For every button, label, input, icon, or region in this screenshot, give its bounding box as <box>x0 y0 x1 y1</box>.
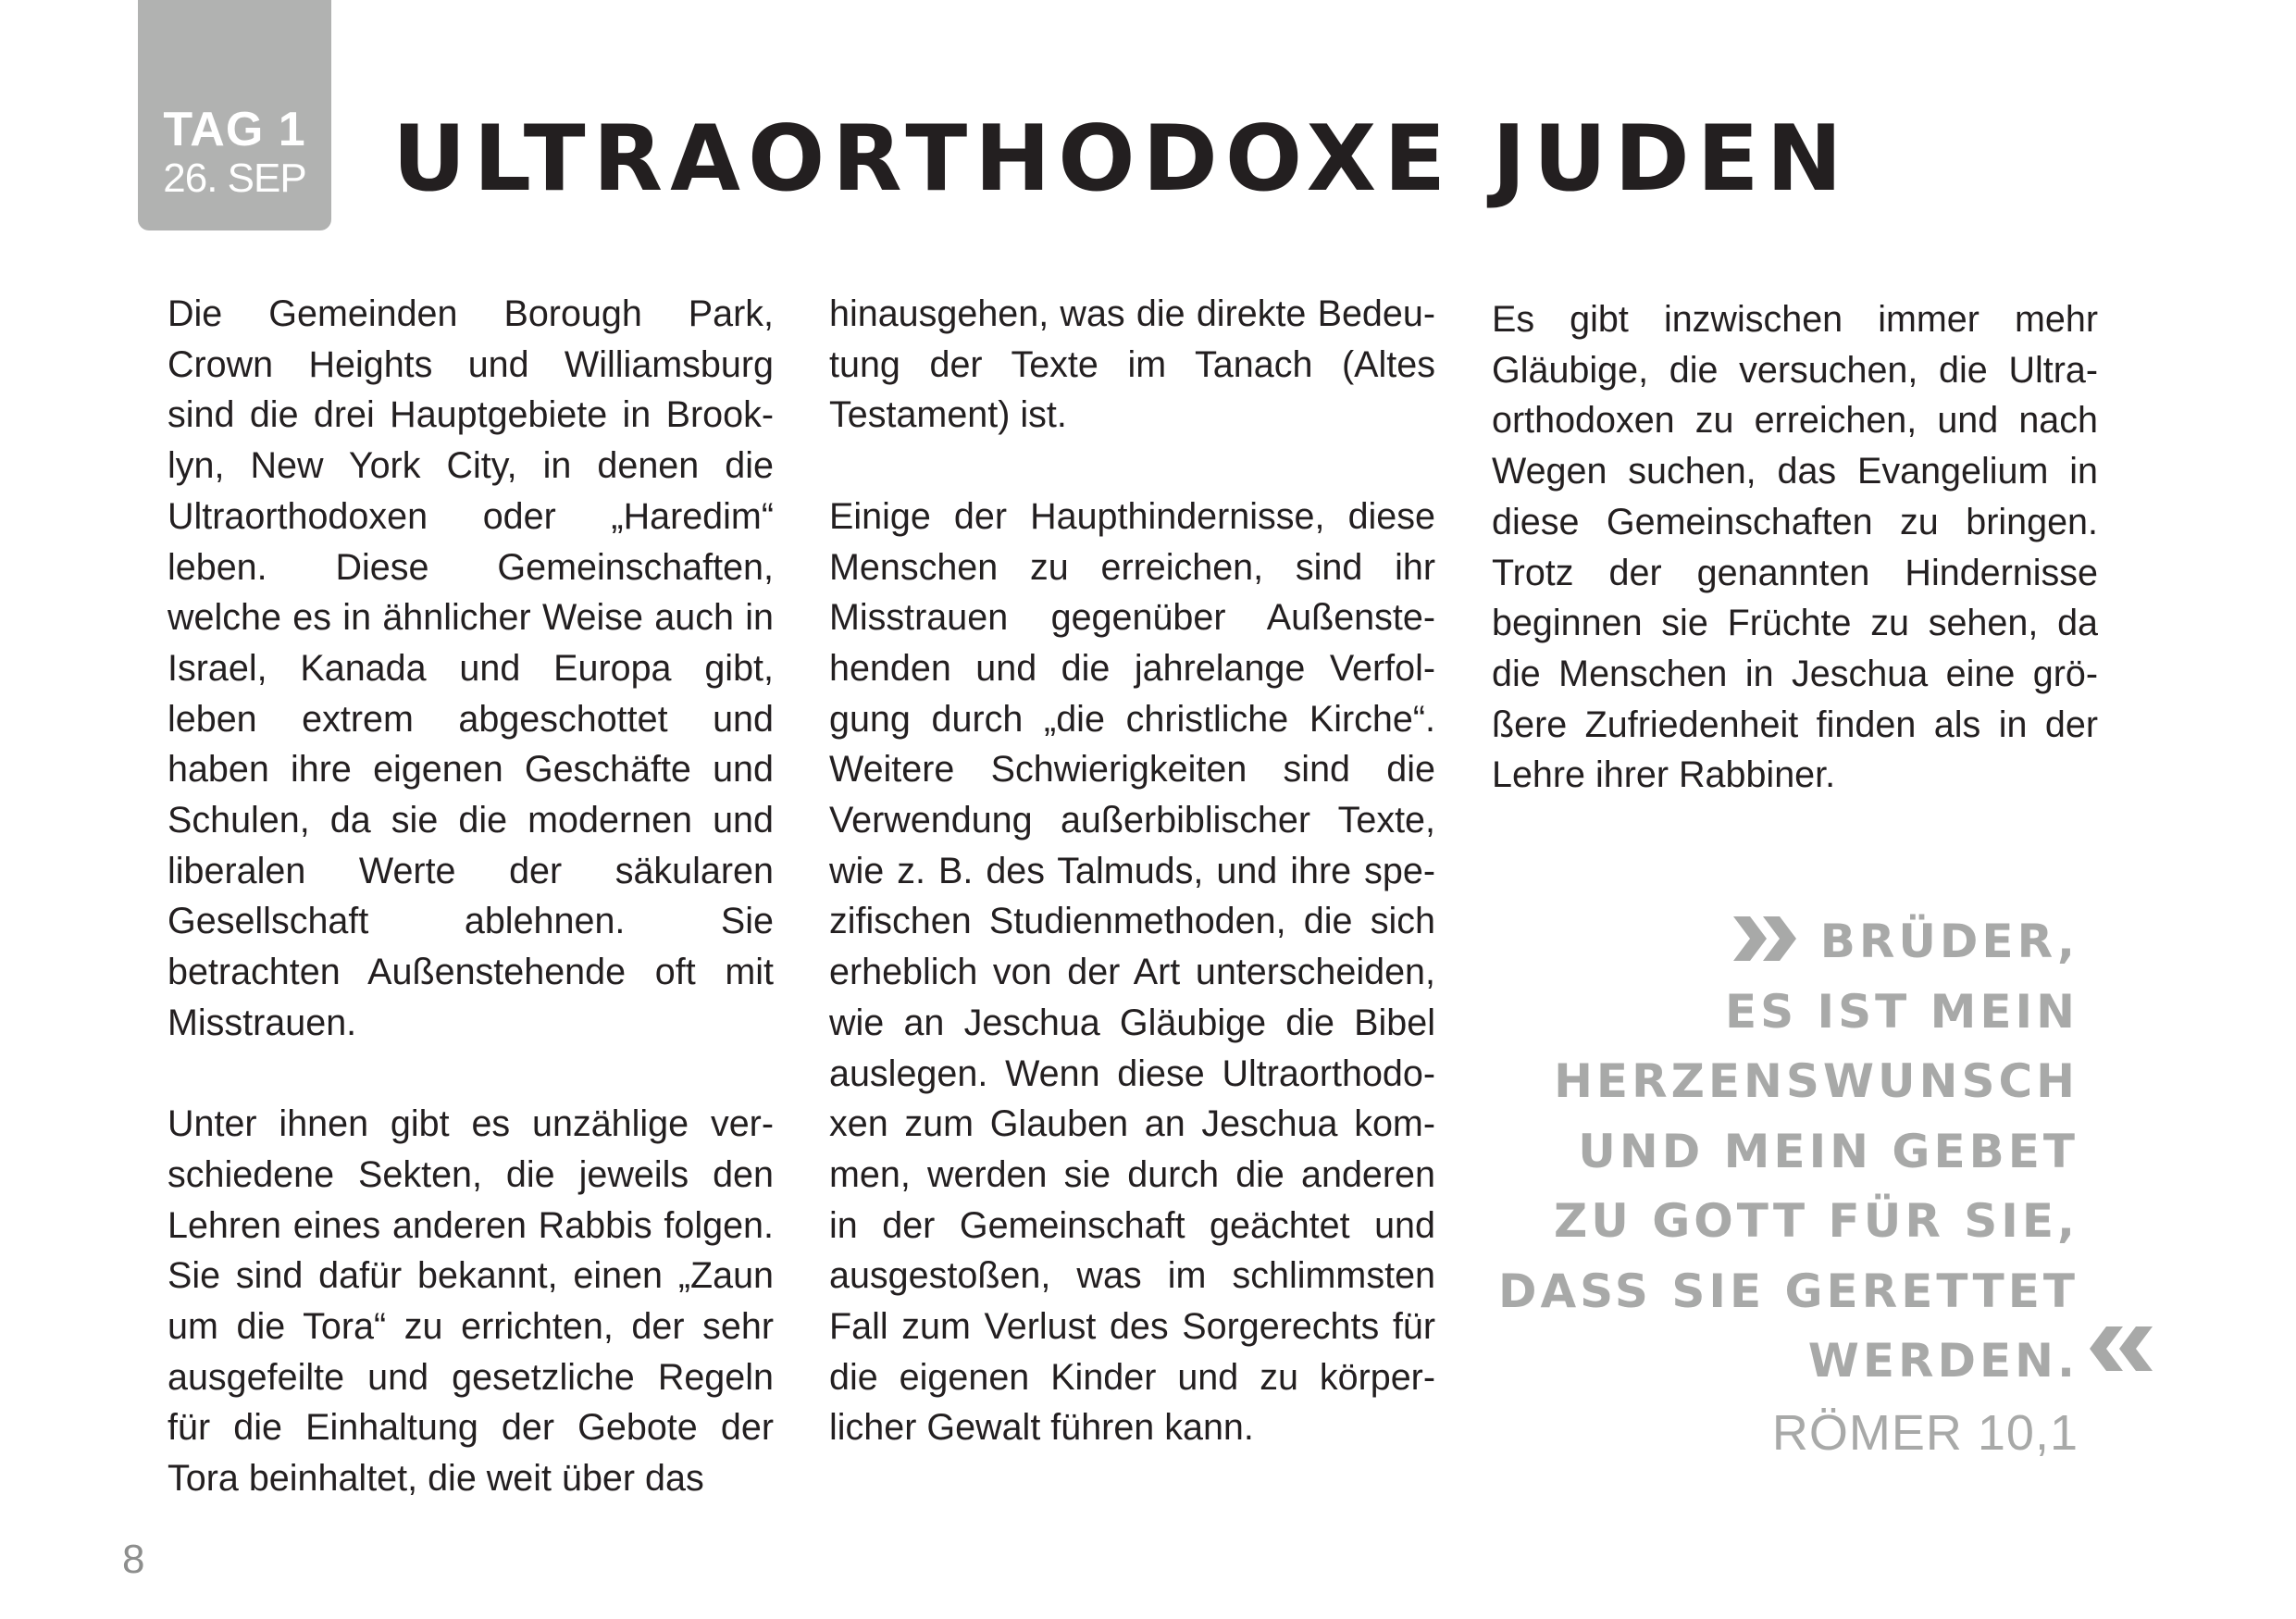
page-title: ULTRAORTHODOXE JUDEN <box>392 106 1850 212</box>
quote-line <box>1338 1326 2079 1397</box>
pull-quote <box>1338 907 2079 1468</box>
double-chevron-left-icon <box>2086 1326 2154 1371</box>
quote-line <box>1338 907 2079 978</box>
quote-line-text: BRÜDER, <box>1819 915 2079 968</box>
day-label: TAG 1 <box>163 103 306 156</box>
text-column-1 <box>168 289 774 1504</box>
page-number: 8 <box>122 1537 145 1582</box>
quote-line-text: WERDEN. <box>1807 1334 2079 1388</box>
quote-line: DASS SIE GERETTET <box>1497 1264 2079 1318</box>
paragraph: hinausgehen, was die direkte Bedeutung der Texte im Tanach (Altes Testament) ist. <box>829 293 1435 436</box>
quote-line: ES IST MEIN <box>1724 984 2079 1039</box>
quote-line: HERZENSWUNSCH <box>1554 1054 2079 1108</box>
paragraph: Die Gemeinden Borough Park, Crown Heights und Williamsburg sind die drei Hauptgebiete in Brooklyn, New York City, in denen die Ultraorthodoxen oder „Haredim“ leben. Diese Gemeinschaften, welche es in ähnlicher Weise auch in Israel, Kanada und Europa gibt, leben extrem abgeschottet und haben ihre eigenen Geschäfte und Schulen, da sie die modernen und liberalen Werte der säkularen Gesellschaft ablehnen. Sie betrachten Außenstehende oft mit Misstrauen. <box>168 293 774 1043</box>
date-label: 26. SEP <box>163 156 306 201</box>
date-tab <box>138 0 331 230</box>
text-column-3 <box>1492 294 2098 801</box>
double-chevron-right-icon <box>1731 916 1800 961</box>
paragraph: Einige der Haupthindernisse, diese Menschen zu erreichen, sind ihr Misstrauen gegenüber Außenstehenden und die jahrelange Verfolgung durch „die christliche Kirche“. Weitere Schwierigkeiten sind die Verwendung außerbiblischer Texte, wie z. B. des Talmuds, und ihre spezifischen Studienmethoden, die sich erheblich von der Art unterscheiden, wie an Jeschua Gläubige die Bibel auslegen. Wenn diese Ultraorthodoxen zum Glauben an Jeschua kommen, werden sie durch die anderen in der Gemeinschaft geächtet und ausgestoßen, was im schlimmsten Fall zum Verlust des Sorgerechts für die eigenen Kinder und zu körperlicher Gewalt führen kann. <box>829 495 1435 1449</box>
paragraph: Unter ihnen gibt es unzählige verschiedene Sekten, die jeweils den Lehren eines anderen Rabbis folgen. Sie sind dafür bekannt, einen „Zaun um die Tora“ zu errichten, der sehr ausgefeilte und gesetzliche Regeln für die Einhaltung der Gebote der Tora beinhaltet, die weit über das <box>168 1103 774 1500</box>
quote-line: ZU GOTT FÜR SIE, <box>1553 1194 2079 1248</box>
quote-line: UND MEIN GEBET <box>1578 1124 2079 1178</box>
paragraph: Es gibt inzwischen immer mehr Gläubige, die versuchen, die Ultraorthodoxen zu erreichen, und nach Wegen suchen, das Evangelium in diese Gemeinschaften zu bringen. Trotz der genannten Hindernisse beginnen sie Früchte zu sehen, da die Menschen in Jeschua eine größere Zufriedenheit finden als in der Lehre ihrer Rabbiner. <box>1492 299 2098 796</box>
quote-reference: RÖMER 10,1 <box>1771 1404 2079 1461</box>
